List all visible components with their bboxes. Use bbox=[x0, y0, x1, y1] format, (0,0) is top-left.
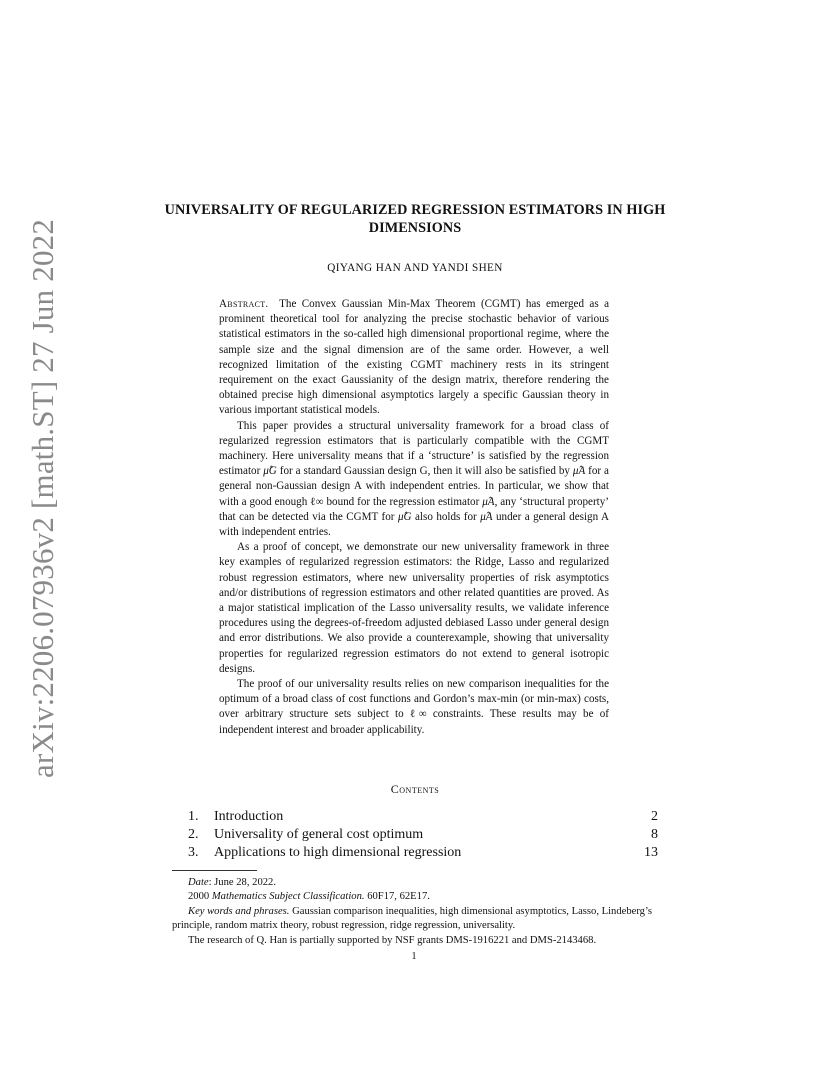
date-label: Date bbox=[188, 877, 209, 888]
abstract-paragraph-1 bbox=[219, 297, 609, 419]
toc-entry-label: Universality of general cost optimum bbox=[214, 827, 424, 842]
abstract-paragraph-2 bbox=[219, 419, 609, 541]
footnote-divider bbox=[172, 870, 257, 871]
toc-entry-introduction[interactable] bbox=[188, 808, 658, 826]
table-of-contents bbox=[188, 808, 658, 862]
toc-entry-page: 2 bbox=[651, 809, 658, 824]
msc-label: Mathematics Subject Classification. bbox=[211, 891, 365, 903]
footnote-funding: The research of Q. Han is partially supported by NSF grants DMS-1916221 and DMS-2143468. bbox=[188, 934, 597, 946]
abstract-p2-text-d: , any ‘structural property’ that can be detected via the CGMT for bbox=[219, 495, 609, 523]
abstract-p2-text-b: for a standard Gaussian design G, then it will also be satisfied by bbox=[276, 465, 573, 478]
paper-title: UNIVERSALITY OF REGULARIZED REGRESSION ESTIMATORS IN HIGH DIMENSIONS bbox=[164, 202, 666, 236]
abstract-paragraph-4: The proof of our universality results relies on new comparison inequalities for the optimum of a broad class of cost functions and Gordon’s max-min (or min-max) costs, over arbitrary structure sets subject to ℓ∞ constraints. These results may be of independent interest and broader applicability. bbox=[219, 678, 609, 736]
abstract-p2-text-f: under a general design A with independent entries. bbox=[219, 510, 609, 539]
footnote-date bbox=[172, 876, 660, 890]
msc-prefix: 2000 bbox=[188, 891, 212, 903]
mu-a-symbol: μ̂A bbox=[480, 510, 493, 523]
toc-entry-universality[interactable] bbox=[188, 826, 658, 844]
abstract-p2-text-c: for a general non-Gaussian design A with independent entries. In particular, we show that with a good enough ℓ∞ bound for the regression estimator bbox=[219, 465, 609, 508]
abstract-paragraph-3: As a proof of concept, we demonstrate our new universality framework in three key examples of regularized regression estimators: the Ridge, Lasso and regularized robust regression estimators, where new universality properties of risk asymptotics and/or distributions of regression estimators and other related quantities are proved. As a major statistical implication of the Lasso universality results, we validate inference procedures using the degrees-of-freedom adjusted debiased Lasso under general design and error distributions. We also provide a counterexample, showing that universality properties for regularized regression estimators do not extend to general isotropic designs. bbox=[219, 541, 609, 675]
footnote-keywords bbox=[172, 905, 660, 934]
toc-entry-applications[interactable] bbox=[188, 844, 658, 862]
mu-g-symbol: μ̂G bbox=[263, 465, 277, 478]
keywords-value: Gaussian comparison inequalities, high dimensional asymptotics, Lasso, Lindeberg’s principle, random matrix theory, robust regression, ridge regression, universality. bbox=[172, 905, 653, 932]
toc-entry-number: 1. bbox=[188, 809, 199, 824]
contents-heading: Contents bbox=[390, 782, 440, 796]
toc-entry-page: 13 bbox=[644, 845, 658, 860]
page-number: 1 bbox=[411, 951, 417, 962]
msc-value: 60F17, 62E17. bbox=[364, 891, 430, 903]
mu-g-symbol: μ̂G bbox=[397, 510, 412, 523]
keywords-label: Key words and phrases. bbox=[188, 905, 290, 917]
date-value: : June 28, 2022. bbox=[208, 877, 276, 888]
footnotes bbox=[172, 876, 660, 948]
toc-entry-label: Applications to high dimensional regression bbox=[214, 845, 462, 860]
mu-a-symbol: μ̂A bbox=[482, 495, 495, 508]
toc-entry-number: 3. bbox=[188, 845, 199, 860]
abstract bbox=[219, 297, 609, 738]
abstract-label: Abstract. bbox=[219, 298, 269, 310]
abstract-p2-text-e: also holds for bbox=[411, 510, 481, 523]
toc-entry-page: 8 bbox=[651, 827, 658, 842]
paper-authors: QIYANG HAN AND YANDI SHEN bbox=[327, 262, 503, 274]
abstract-p2-text-a: This paper provides a structural universality framework for a broad class of regularized regression estimators that is particularly compatible with the CGMT machinery. Here universality means that if a ‘structure’ is satisfied by the regression estimator bbox=[219, 419, 609, 478]
toc-entry-number: 2. bbox=[188, 827, 199, 842]
mu-a-symbol: μ̂A bbox=[572, 465, 586, 478]
abstract-p1-text: The Convex Gaussian Min-Max Theorem (CGMT) has emerged as a prominent theoretical tool for analyzing the precise stochastic behavior of various statistical estimators in the so-called high dimensional proportional regime, where the sample size and the signal dimension are of the same order. However, a well recognized limitation of the existing CGMT machinery rests in its stringent requirement on the exact Gaussianity of the design matrix, therefore rendering the obtained precise high dimensional asymptotics largely a specific Gaussian theory in various important statistical models. bbox=[219, 298, 609, 417]
footnote-msc bbox=[172, 890, 660, 904]
toc-entry-label: Introduction bbox=[214, 809, 284, 824]
arxiv-identifier-stamp: arXiv:2206.07936v2 [math.ST] 27 Jun 2022 bbox=[25, 218, 60, 778]
